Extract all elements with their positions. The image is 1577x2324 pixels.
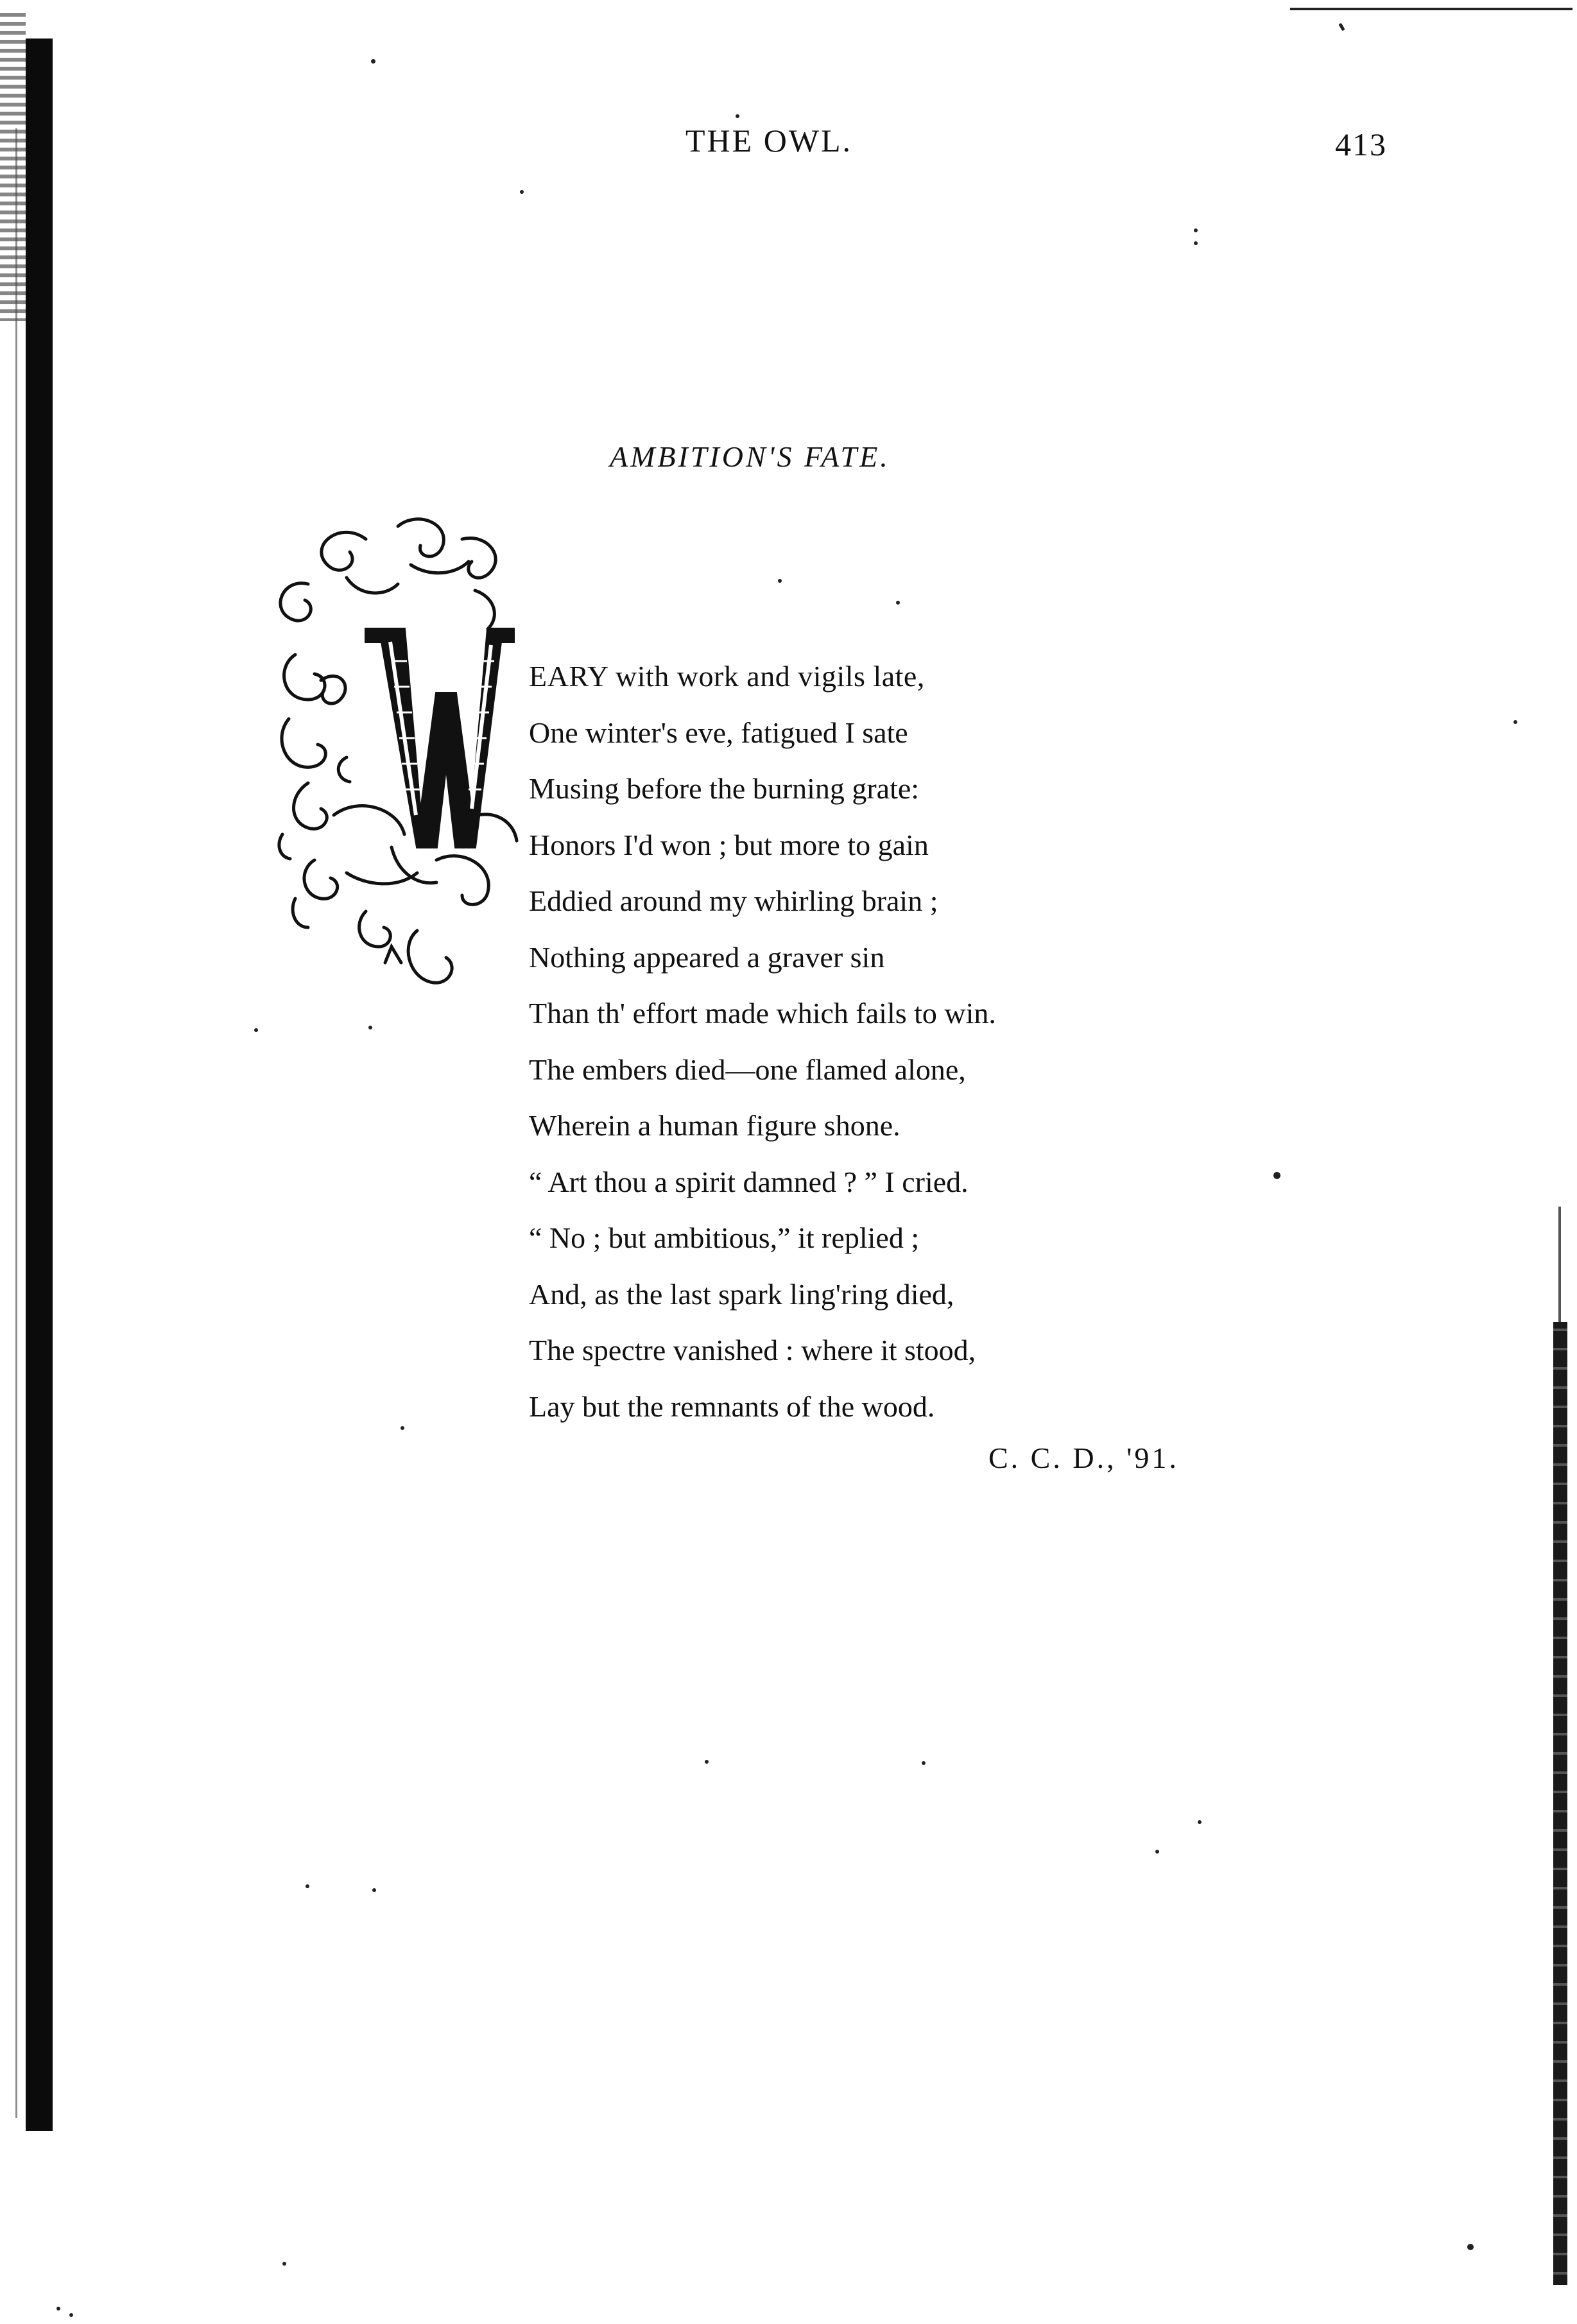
poem-signature: C. C. D., '91. bbox=[988, 1442, 1179, 1474]
scan-speck bbox=[254, 1028, 258, 1032]
scan-speck bbox=[1194, 241, 1198, 245]
poem-line: And, as the last spark ling'ring died, bbox=[529, 1277, 954, 1311]
poem-line-1-text: EARY with work and vigils late, bbox=[529, 660, 925, 693]
page-edge-right-thin bbox=[1558, 1207, 1561, 1335]
poem-line: The embers died—one flamed alone, bbox=[529, 1053, 966, 1086]
poem-line: Than th' effort made which fails to win. bbox=[529, 997, 996, 1029]
poem-body bbox=[529, 648, 996, 1434]
ornamental-drop-cap-w-icon bbox=[270, 513, 526, 1001]
scan-speck bbox=[1155, 1850, 1159, 1854]
scan-speck bbox=[371, 59, 375, 64]
poem-line: “ Art thou a spirit damned ? ” I cried. bbox=[529, 1165, 969, 1198]
scan-speck bbox=[736, 114, 739, 118]
top-edge-rule bbox=[1290, 8, 1573, 10]
poem-line: The spectre vanished : where it stood, bbox=[529, 1334, 976, 1366]
scan-speck bbox=[705, 1760, 709, 1764]
scan-speck bbox=[1194, 228, 1198, 232]
poem-line: Wherein a human figure shone. bbox=[529, 1109, 901, 1142]
scan-speck bbox=[69, 2313, 73, 2317]
scan-speck bbox=[778, 579, 782, 583]
scan-speck bbox=[520, 190, 524, 194]
scan-speck bbox=[368, 1026, 372, 1029]
scan-speck bbox=[56, 2307, 60, 2311]
poem-line: “ No ; but ambitious,” it replied ; bbox=[529, 1221, 920, 1254]
binding-edge-left-speckle bbox=[0, 13, 26, 321]
scan-speck bbox=[896, 601, 900, 605]
binding-edge-left-line bbox=[15, 128, 17, 2118]
poem-line: Lay but the remnants of the wood. bbox=[529, 1390, 935, 1423]
scan-speck bbox=[922, 1761, 926, 1765]
poem-line-1 bbox=[529, 648, 996, 705]
scan-speck bbox=[1273, 1172, 1280, 1179]
scan-speck bbox=[1467, 2244, 1474, 2250]
poem-line: Musing before the burning grate: bbox=[529, 772, 920, 805]
page-number: 413 bbox=[1335, 126, 1387, 162]
scan-speck bbox=[306, 1884, 309, 1888]
scan-speck bbox=[1513, 720, 1517, 724]
poem-line: Honors I'd won ; but more to gain bbox=[529, 828, 929, 861]
scan-speck bbox=[1198, 1820, 1202, 1824]
scan-speck bbox=[401, 1426, 404, 1430]
scan-speck bbox=[282, 2262, 286, 2266]
poem-title: AMBITION'S FATE. bbox=[610, 440, 890, 473]
running-header-title: THE OWL. bbox=[685, 123, 853, 159]
poem-line: Eddied around my whirling brain ; bbox=[529, 884, 938, 917]
binding-edge-left bbox=[26, 39, 53, 2131]
poem-line: One winter's eve, fatigued I sate bbox=[529, 716, 908, 749]
page-edge-right bbox=[1553, 1322, 1567, 2285]
poem-line: Nothing appeared a graver sin bbox=[529, 940, 885, 974]
scan-speck bbox=[1338, 23, 1345, 31]
scan-speck bbox=[372, 1888, 376, 1892]
